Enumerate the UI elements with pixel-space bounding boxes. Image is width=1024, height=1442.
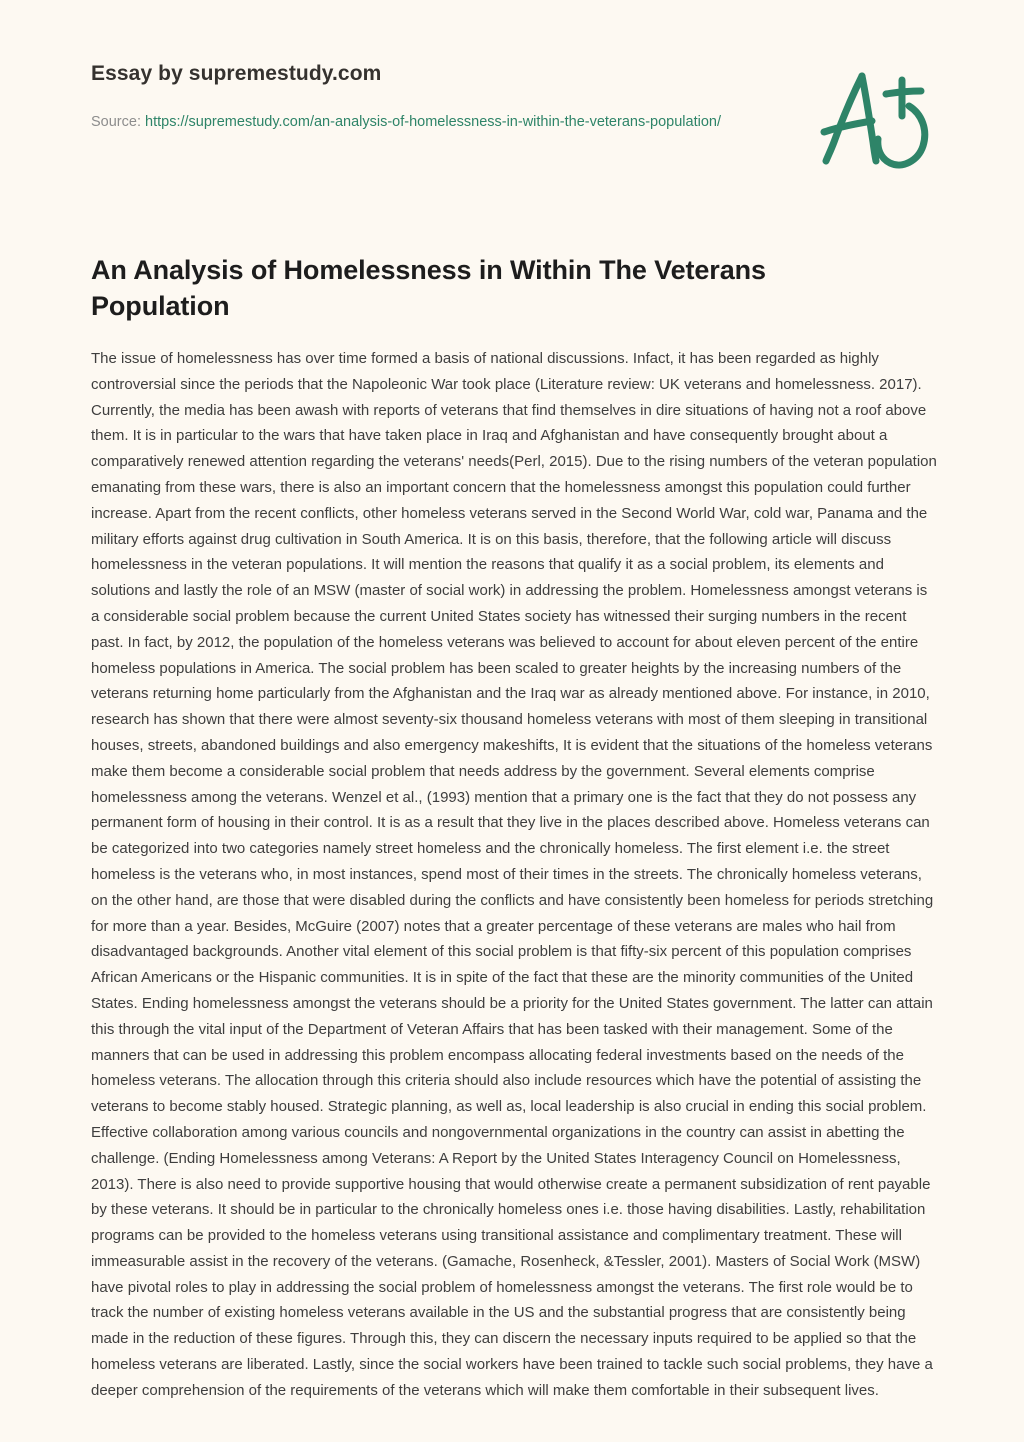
- page-header: [0, 0, 1024, 210]
- source-line: [91, 110, 731, 135]
- page-title: An Analysis of Homelessness in Within The Veterans Population: [91, 255, 766, 321]
- source-url-link[interactable]: https://supremestudy.com/an-analysis-of-homelessness-in-within-the-veterans-population/: [145, 114, 721, 130]
- source-label: Source:: [91, 114, 141, 130]
- a-plus-logo-icon: [806, 66, 946, 186]
- article-body-text: The issue of homelessness has over time formed a basis of national discussions. Infact, it has been regarded as highly controversial since the periods that the Napoleonic War took place (Literature review: UK veterans and homelessness. 2017). Currently, the media has been awash with reports of veterans that find themselves in dire situations of having not a roof above them. It is in particular to the wars that have taken place in Iraq and Afghanistan and have consequently brought about a comparatively renewed attention regarding the veterans' needs(Perl, 2015). Due to the rising numbers of the veteran population emanating from these wars, there is also an important concern that the homelessness amongst this population could further increase. Apart from the recent conflicts, other homeless veterans served in the Second World War, cold war, Panama and the military efforts against drug cultivation in South America. It is on this basis, therefore, that the following article will discuss homelessness in the veteran populations. It will mention the reasons that qualify it as a social problem, its elements and solutions and lastly the role of an MSW (master of social work) in addressing the problem. Homelessness amongst veterans is a considerable social problem because the current United States society has witnessed their surging numbers in the recent past. In fact, by 2012, the population of the homeless veterans was believed to account for about eleven percent of the entire homeless populations in America. The social problem has been scaled to greater heights by the increasing numbers of the veterans returning home particularly from the Afghanistan and the Iraq war as already mentioned above. For instance, in 2010, research has shown that there were almost seventy-six thousand homeless veterans with most of them sleeping in transitional houses, streets, abandoned buildings and also emergency makeshifts, It is evident that the situations of the homeless veterans make them become a considerable social problem that needs address by the government. Several elements comprise homelessness among the veterans. Wenzel et al., (1993) mention that a primary one is the fact that they do not possess any permanent form of housing in their control. It is as a result that they live in the places described above. Homeless veterans can be categorized into two categories namely street homeless and the chronically homeless. The first element i.e. the street homeless is the veterans who, in most instances, spend most of their times in the streets. The chronically homeless veterans, on the other hand, are those that were disabled during the conflicts and have consistently been homeless for periods stretching for more than a year. Besides, McGuire (2007) notes that a greater percentage of these veterans are males who hail from disadvantaged backgrounds. Another vital element of this social problem is that fifty-six percent of this population comprises African Americans or the Hispanic communities. It is in spite of the fact that these are the minority communities of the United States. Ending homelessness amongst the veterans should be a priority for the United States government. The latter can attain this through the vital input of the Department of Veteran Affairs that has been tasked with their management. Some of the manners that can be used in addressing this problem encompass allocating federal investments based on the needs of the homeless veterans. The allocation through this criteria should also include resources which have the potential of assisting the veterans to become stably housed. Strategic planning, as well as, local leadership is also crucial in ending this social problem. Effective collaboration among various councils and nongovernmental organizations in the country can assist in abetting the challenge. (Ending Homelessness among Veterans: A Report by the United States Interagency Council on Homelessness, 2013). There is also need to provide supportive housing that would otherwise create a permanent subsidization of rent payable by these veterans. It should be in particular to the chronically homeless ones i.e. those having disabilities. Lastly, rehabilitation programs can be provided to the homeless veterans using transitional assistance and complimentary treatment. These will immeasurable assist in the recovery of the veterans. (Gamache, Rosenheck, &Tessler, 2001). Masters of Social Work (MSW) have pivotal roles to play in addressing the social problem of homelessness amongst the veterans. The first role would be to track the number of existing homeless veterans available in the US and the substantial progress that are consistently being made in the reduction of these figures. Through this, they can discern the necessary inputs required to be applied so that the homeless veterans are liberated. Lastly, since the social workers have been trained to tackle such social problems, they have a deeper comprehension of the requirements of the veterans which will make them comfortable in their subsequent lives.: [91, 350, 937, 1399]
- brand-heading: Essay by supremestudy.com: [91, 62, 382, 85]
- article: [91, 252, 937, 1404]
